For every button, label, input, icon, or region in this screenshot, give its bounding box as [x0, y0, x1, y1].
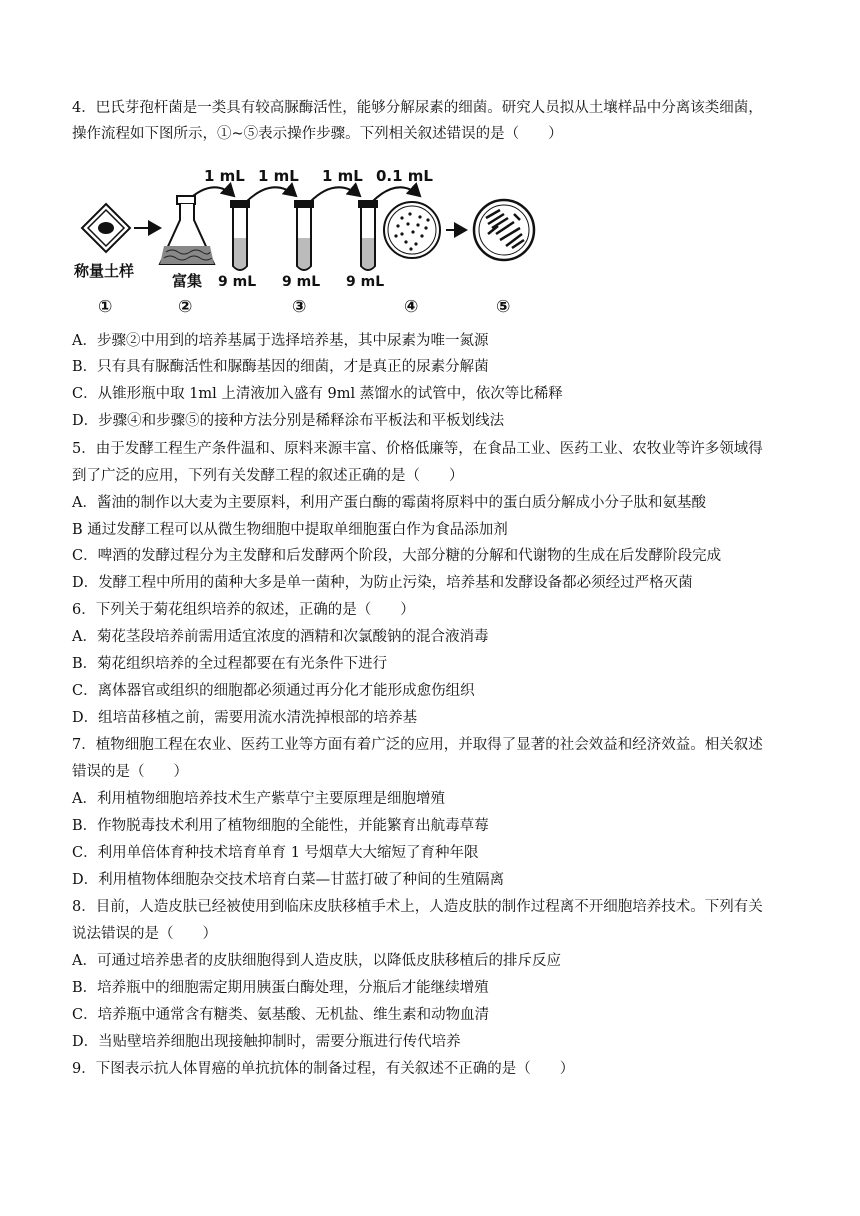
q4-stem-line1: 4．巴氏芽孢杆菌是一类具有较高脲酶活性，能够分解尿素的细菌。研究人员拟从土壤样品中分离该类细菌，: [72, 100, 763, 116]
transfer-arrow-3: [310, 187, 360, 202]
q6-option-b: B．菊花组织培养的全过程都要在有光条件下进行: [72, 656, 388, 672]
step-1: ①: [98, 297, 113, 317]
volume-label-3: 1 mL: [322, 167, 363, 185]
step-2: ②: [178, 297, 193, 317]
transfer-arrow-2: [246, 187, 296, 202]
q7-option-c: C．利用单倍体育种技术培育单育 1 号烟草大大缩短了育种年限: [72, 845, 479, 861]
label-enrich: 富集: [172, 272, 203, 290]
q5-option-b: B 通过发酵工程可以从微生物细胞中提取单细胞蛋白作为食品添加剂: [72, 522, 508, 538]
dilution-tube-1: [230, 200, 250, 270]
tube-volume-2: 9 mL: [282, 274, 321, 290]
q8-option-c: C．培养瓶中通常含有糖类、氨基酸、无机盐、维生素和动物血清: [72, 1007, 490, 1023]
q4-option-a: A．步骤②中用到的培养基属于选择培养基，其中尿素为唯一氮源: [72, 333, 489, 349]
q8-stem-line2: 说法错误的是（ ）: [72, 926, 217, 942]
q7-stem-line1: 7．植物细胞工程在农业、医药工业等方面有着广泛的应用，并取得了显著的社会效益和经济效益。相关叙述: [72, 737, 763, 753]
q5-option-c: C．啤酒的发酵过程分为主发酵和后发酵两个阶段，大部分糖的分解和代谢物的生成在后发酵阶段完成: [72, 548, 722, 564]
dilution-tube-2: [294, 200, 314, 270]
q5-stem-line1: 5．由于发酵工程生产条件温和、原料来源丰富、价格低廉等，在食品工业、医药工业、农牧业等许多领域得: [72, 441, 763, 457]
q8-stem-line1: 8．目前，人造皮肤已经被使用到临床皮肤移植手术上，人造皮肤的制作过程离不开细胞培养技术。下列有关: [72, 899, 763, 915]
q8-option-d: D．当贴壁培养细胞出现接触抑制时，需要分瓶进行传代培养: [72, 1034, 461, 1050]
volume-label-4: 0.1 mL: [376, 167, 433, 185]
q6-option-a: A．菊花茎段培养前需用适宜浓度的酒精和次氯酸钠的混合液消毒: [72, 629, 489, 645]
q4-procedure-figure: [68, 162, 558, 320]
q4-stem-line2: 操作流程如下图所示，①~⑤表示操作步骤。下列相关叙述错误的是（ ）: [72, 126, 563, 142]
tube-volume-3: 9 mL: [346, 274, 385, 290]
dilution-tube-3: [358, 200, 378, 270]
spread-plate-icon: [384, 202, 440, 258]
q8-option-b: B．培养瓶中的细胞需定期用胰蛋白酶处理，分瓶后才能继续增殖: [72, 980, 489, 996]
q6-option-d: D．组培苗移植之前，需要用流水清洗掉根部的培养基: [72, 710, 418, 726]
q7-stem-line2: 错误的是（ ）: [72, 764, 188, 780]
streak-plate-icon: [474, 200, 534, 260]
q7-option-d: D．利用植物体细胞杂交技术培育白菜—甘蓝打破了种间的生殖隔离: [72, 872, 505, 888]
soil-weighing-icon: [82, 204, 130, 252]
q5-option-a: A．酱油的制作以大麦为主要原料，利用产蛋白酶的霉菌将原料中的蛋白质分解成小分子肽和氨基酸: [72, 495, 706, 511]
q8-option-a: A．可通过培养患者的皮肤细胞得到人造皮肤，以降低皮肤移植后的排斥反应: [72, 953, 561, 969]
volume-label-1: 1 mL: [204, 167, 245, 185]
transfer-arrow-4: [372, 187, 420, 202]
q4-option-d: D．步骤④和步骤⑤的接种方法分别是稀释涂布平板法和平板划线法: [72, 413, 505, 429]
step-3: ③: [292, 297, 307, 317]
q5-stem-line2: 到了广泛的应用，下列有关发酵工程的叙述正确的是（ ）: [72, 468, 464, 484]
q9-stem-line1: 9．下图表示抗人体胃癌的单抗抗体的制备过程，有关叙述不正确的是（ ）: [72, 1061, 575, 1077]
enrichment-flask-icon: [160, 196, 214, 264]
step-4: ④: [404, 297, 419, 317]
step-5: ⑤: [496, 297, 511, 317]
q6-option-c: C．离体器官或组织的细胞都必须通过再分化才能形成愈伤组织: [72, 683, 475, 699]
q4-option-b: B．只有具有脲酶活性和脲酶基因的细菌，才是真正的尿素分解菌: [72, 359, 489, 375]
q6-stem-line1: 6．下列关于菊花组织培养的叙述，正确的是（ ）: [72, 602, 415, 618]
tube-volume-1: 9 mL: [218, 274, 257, 290]
label-weigh-soil: 称量土样: [74, 262, 135, 280]
q5-option-d: D．发酵工程中所用的菌种大多是单一菌种，为防止污染，培养基和发酵设备都必须经过严格灭菌: [72, 575, 693, 591]
volume-label-2: 1 mL: [258, 167, 299, 185]
q7-option-b: B．作物脱毒技术利用了植物细胞的全能性，并能繁育出航毒草莓: [72, 818, 489, 834]
q4-option-c: C．从锥形瓶中取 1ml 上清液加入盛有 9ml 蒸馏水的试管中，依次等比稀释: [72, 386, 563, 402]
q7-option-a: A．利用植物细胞培养技术生产紫草宁主要原理是细胞增殖: [72, 791, 445, 807]
